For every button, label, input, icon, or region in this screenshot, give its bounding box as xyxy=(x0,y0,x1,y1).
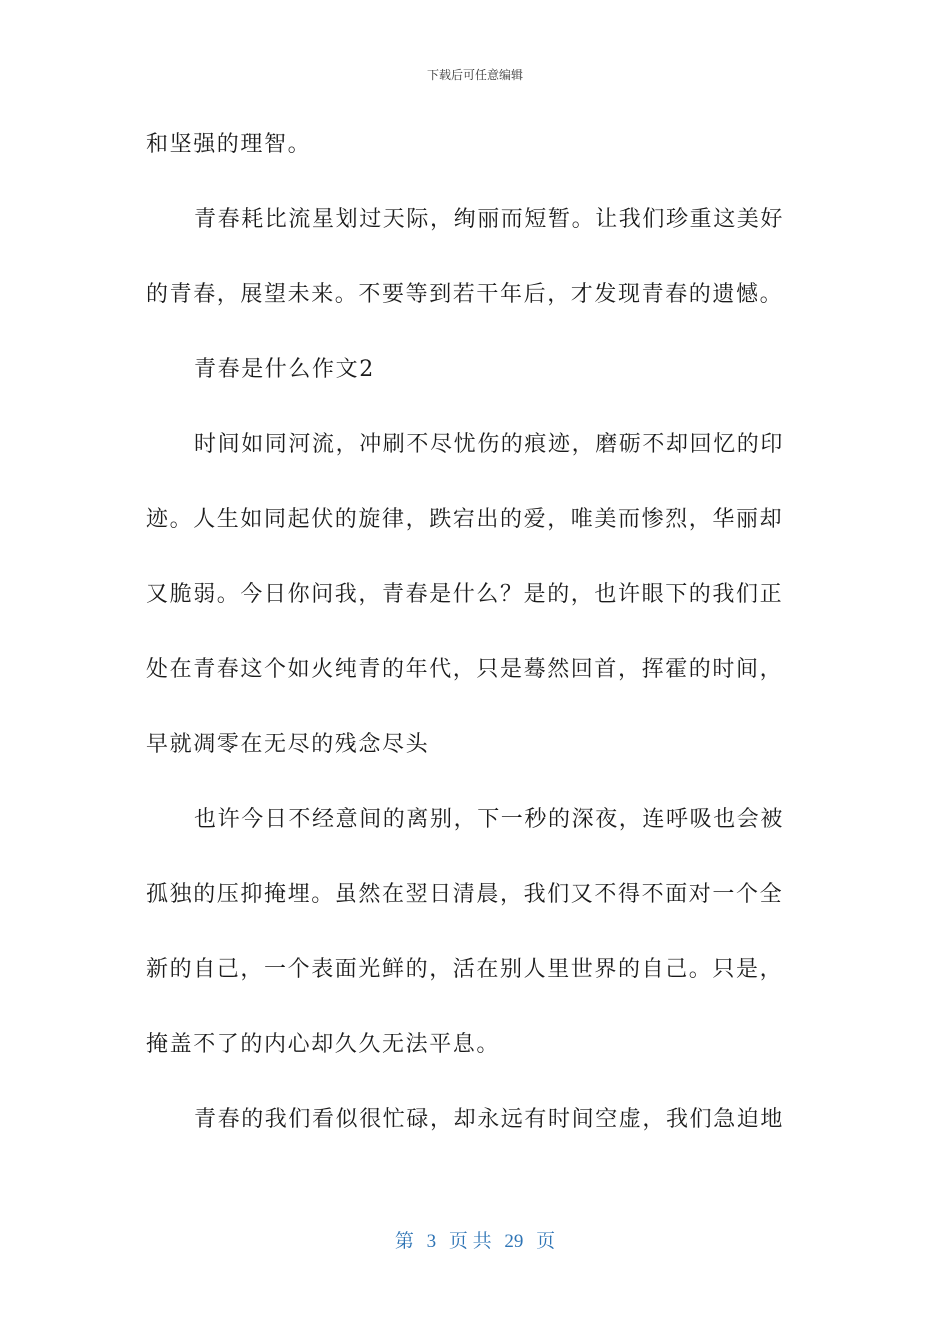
text-line: 新的自己，一个表面光鲜的，活在别人里世界的自己。只是， xyxy=(146,957,784,982)
footer-prefix: 第 xyxy=(394,1231,414,1252)
document-body xyxy=(146,120,794,1170)
section-heading: 青春是什么作文2 xyxy=(194,357,375,382)
text-line: 青春的我们看似很忙碌，却永远有时间空虚，我们急迫地 xyxy=(194,1107,785,1132)
text-line: 也许今日不经意间的离别，下一秒的深夜，连呼吸也会被 xyxy=(194,807,785,832)
footer-middle: 页 共 xyxy=(448,1231,492,1252)
text-line: 孤独的压抑掩埋。虽然在翌日清晨，我们又不得不面对一个全 xyxy=(146,882,784,907)
text-line: 迹。人生如同起伏的旋律，跌宕出的爱，唯美而惨烈，华丽却 xyxy=(146,507,784,532)
page-footer xyxy=(0,1226,950,1253)
text-line: 时间如同河流，冲刷不尽忧伤的痕迹，磨砺不却回忆的印 xyxy=(194,432,785,457)
text-line: 又脆弱。今日你问我，青春是什么？是的，也许眼下的我们正 xyxy=(146,582,784,607)
page-header: 下载后可任意编辑 xyxy=(426,68,523,82)
text-line: 处在青春这个如火纯青的年代，只是蓦然回首，挥霍的时间， xyxy=(146,657,784,682)
footer-suffix: 页 xyxy=(536,1231,556,1252)
text-line: 掩盖不了的内心却久久无法平息。 xyxy=(146,1032,501,1057)
text-line: 早就凋零在无尽的残念尽头 xyxy=(146,732,430,757)
text-line: 的青春，展望未来。不要等到若干年后，才发现青春的遗憾。 xyxy=(146,282,784,307)
current-page-number: 3 xyxy=(426,1231,437,1252)
total-pages-number: 29 xyxy=(504,1231,524,1252)
text-line: 和坚强的理智。 xyxy=(146,132,312,157)
text-line: 青春耗比流星划过天际，绚丽而短暂。让我们珍重这美好 xyxy=(194,207,785,232)
